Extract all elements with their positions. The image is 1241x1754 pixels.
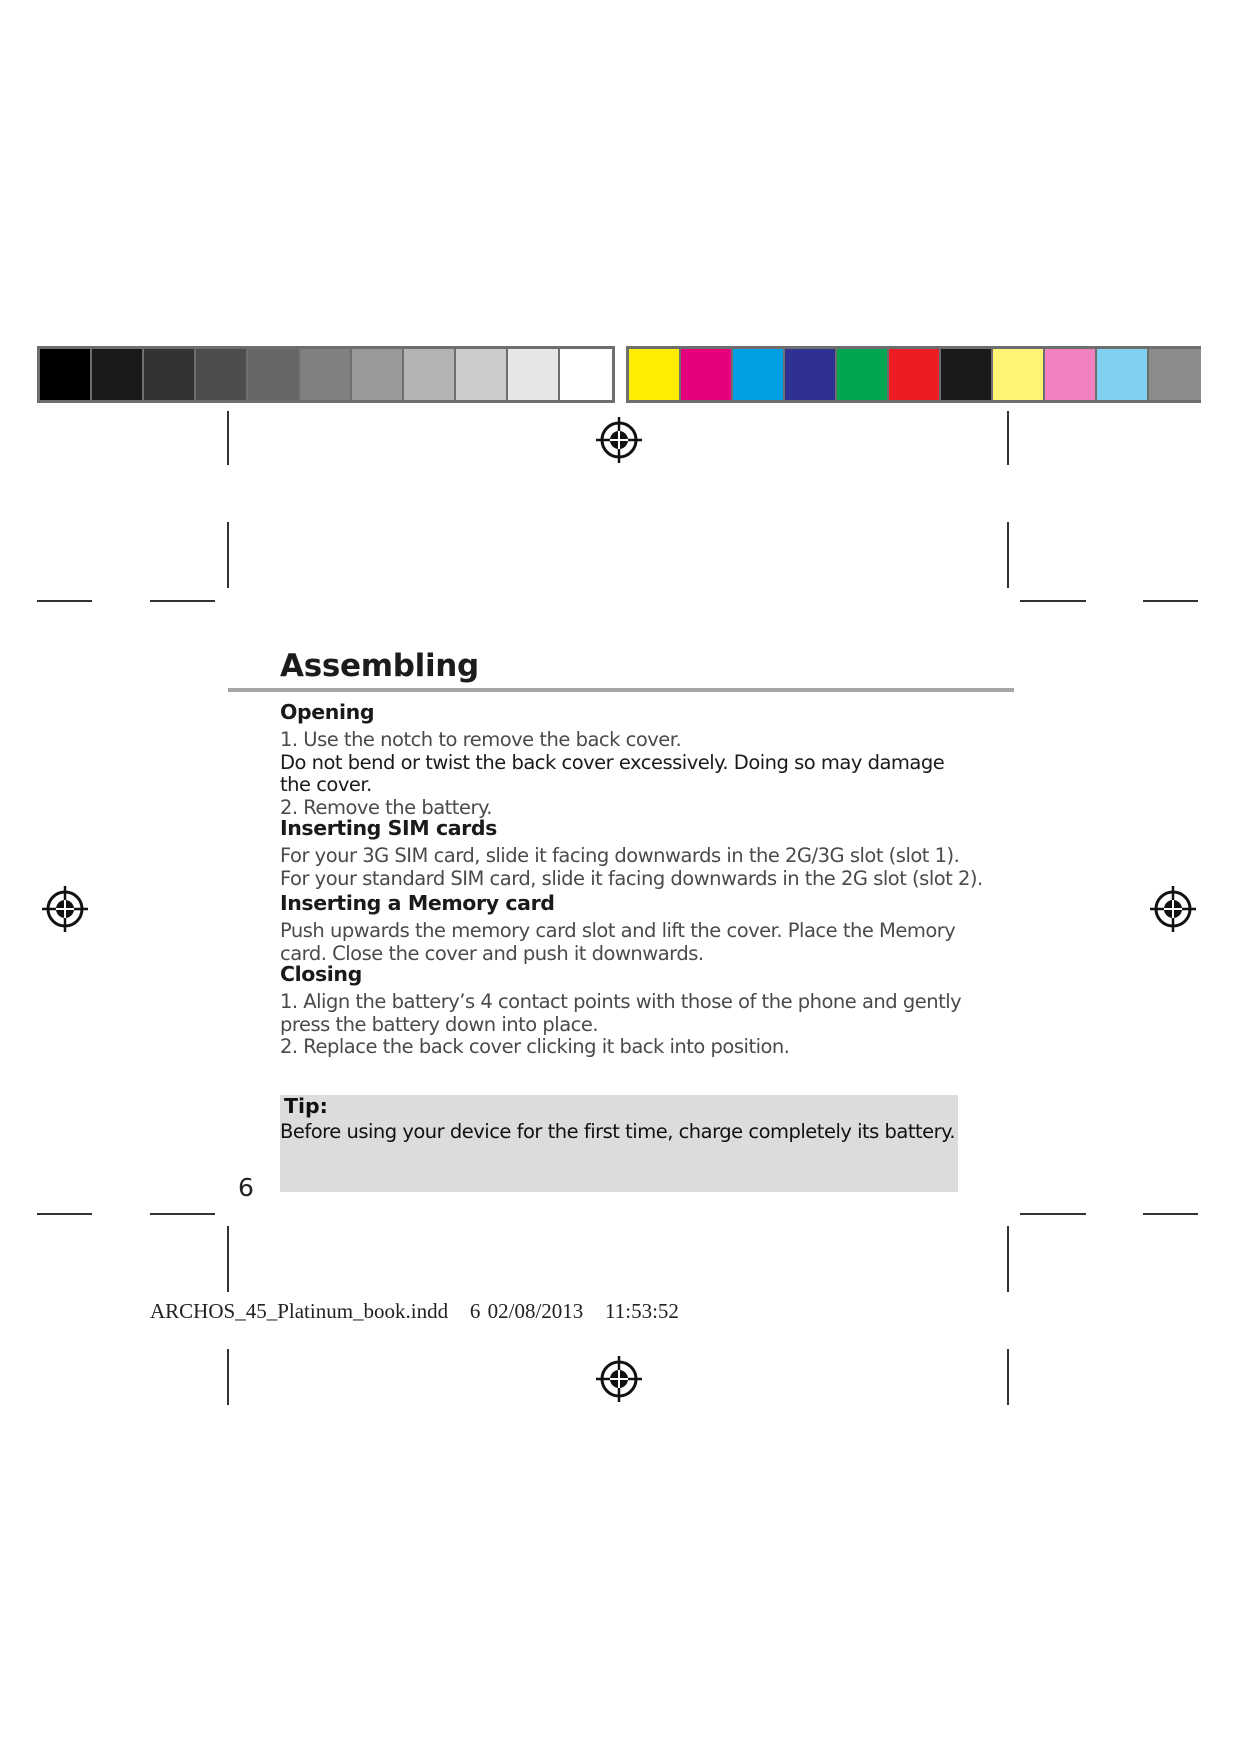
gray-swatch: [456, 349, 508, 400]
opening-line-4: 2. Remove the battery.: [280, 796, 492, 819]
slug-page: 6: [469, 1299, 481, 1323]
color-swatch: [1097, 349, 1149, 400]
opening-line-3: the cover.: [280, 773, 372, 796]
crop-mark-h-upper-right-inner: [1020, 600, 1086, 602]
closing-line-3: 2. Replace the back cover clicking it back into position.: [280, 1035, 790, 1058]
gray-swatch: [248, 349, 300, 400]
gray-swatch: [300, 349, 352, 400]
color-swatch: [941, 349, 993, 400]
crop-mark-h-upper-right-outer: [1143, 600, 1198, 602]
color-swatch: [837, 349, 889, 400]
crop-mark-h-upper-left-inner: [150, 600, 215, 602]
crop-mark-h-lower-left-outer: [37, 1213, 92, 1215]
slug-date: 02/08/2013: [487, 1299, 584, 1323]
tip-box: [280, 1095, 958, 1192]
memory-line-1: Push upwards the memory card slot and lift the cover. Place the Memory: [280, 919, 956, 942]
tip-label: Tip:: [284, 1094, 328, 1118]
grayscale-color-bar: [37, 346, 615, 403]
crop-mark-h-lower-right-outer: [1143, 1213, 1198, 1215]
gray-swatch: [196, 349, 248, 400]
gray-swatch: [144, 349, 196, 400]
gray-swatch: [92, 349, 144, 400]
opening-line-1: 1. Use the notch to remove the back cover.: [280, 728, 682, 751]
registration-mark-icon: [596, 1356, 642, 1402]
gray-swatch: [404, 349, 456, 400]
color-swatch: [1149, 349, 1201, 400]
registration-mark-icon: [1150, 886, 1196, 932]
crop-mark-upper-right: [1007, 522, 1009, 588]
section-heading-memory: Inserting a Memory card: [280, 891, 555, 915]
color-swatch: [1045, 349, 1097, 400]
crop-mark-bottom-left: [227, 1349, 229, 1405]
page-title: Assembling: [280, 648, 479, 684]
color-swatch: [993, 349, 1045, 400]
slug-filename: ARCHOS_45_Platinum_book.indd: [150, 1299, 449, 1323]
crop-mark-bottom-right: [1007, 1349, 1009, 1405]
color-swatch: [681, 349, 733, 400]
tip-text: Before using your device for the first time, charge completely its battery.: [280, 1120, 956, 1143]
gray-swatch: [560, 349, 612, 400]
crop-mark-h-lower-right-inner: [1020, 1213, 1086, 1215]
registration-mark-icon: [596, 417, 642, 463]
section-heading-closing: Closing: [280, 962, 362, 986]
crop-mark-lower-left: [227, 1226, 229, 1292]
color-swatch: [889, 349, 941, 400]
sim-line-2: For your standard SIM card, slide it facing downwards in the 2G slot (slot 2).: [280, 867, 983, 890]
slug-time: 11:53:52: [605, 1299, 679, 1323]
crop-mark-top-left: [227, 411, 229, 465]
crop-mark-top-right: [1007, 411, 1009, 465]
crop-mark-lower-right: [1007, 1226, 1009, 1292]
section-heading-sim: Inserting SIM cards: [280, 816, 497, 840]
crop-mark-upper-left: [227, 522, 229, 588]
sim-line-1: For your 3G SIM card, slide it facing downwards in the 2G/3G slot (slot 1).: [280, 844, 960, 867]
opening-line-2: Do not bend or twist the back cover excessively. Doing so may damage: [280, 751, 945, 774]
closing-line-1: 1. Align the battery’s 4 contact points with those of the phone and gently: [280, 990, 962, 1013]
process-color-bar: [626, 346, 1201, 403]
title-rule: [228, 688, 1014, 692]
crop-mark-h-lower-left-inner: [150, 1213, 215, 1215]
memory-line-2: card. Close the cover and push it downwards.: [280, 942, 704, 965]
gray-swatch: [352, 349, 404, 400]
color-swatch: [629, 349, 681, 400]
slug-line: [150, 1299, 679, 1324]
gray-swatch: [508, 349, 560, 400]
gray-swatch: [40, 349, 92, 400]
color-swatch: [733, 349, 785, 400]
page-number: 6: [238, 1173, 254, 1202]
crop-mark-h-upper-left-outer: [37, 600, 92, 602]
registration-mark-icon: [42, 886, 88, 932]
section-heading-opening: Opening: [280, 700, 375, 724]
closing-line-2: press the battery down into place.: [280, 1013, 599, 1036]
color-swatch: [785, 349, 837, 400]
